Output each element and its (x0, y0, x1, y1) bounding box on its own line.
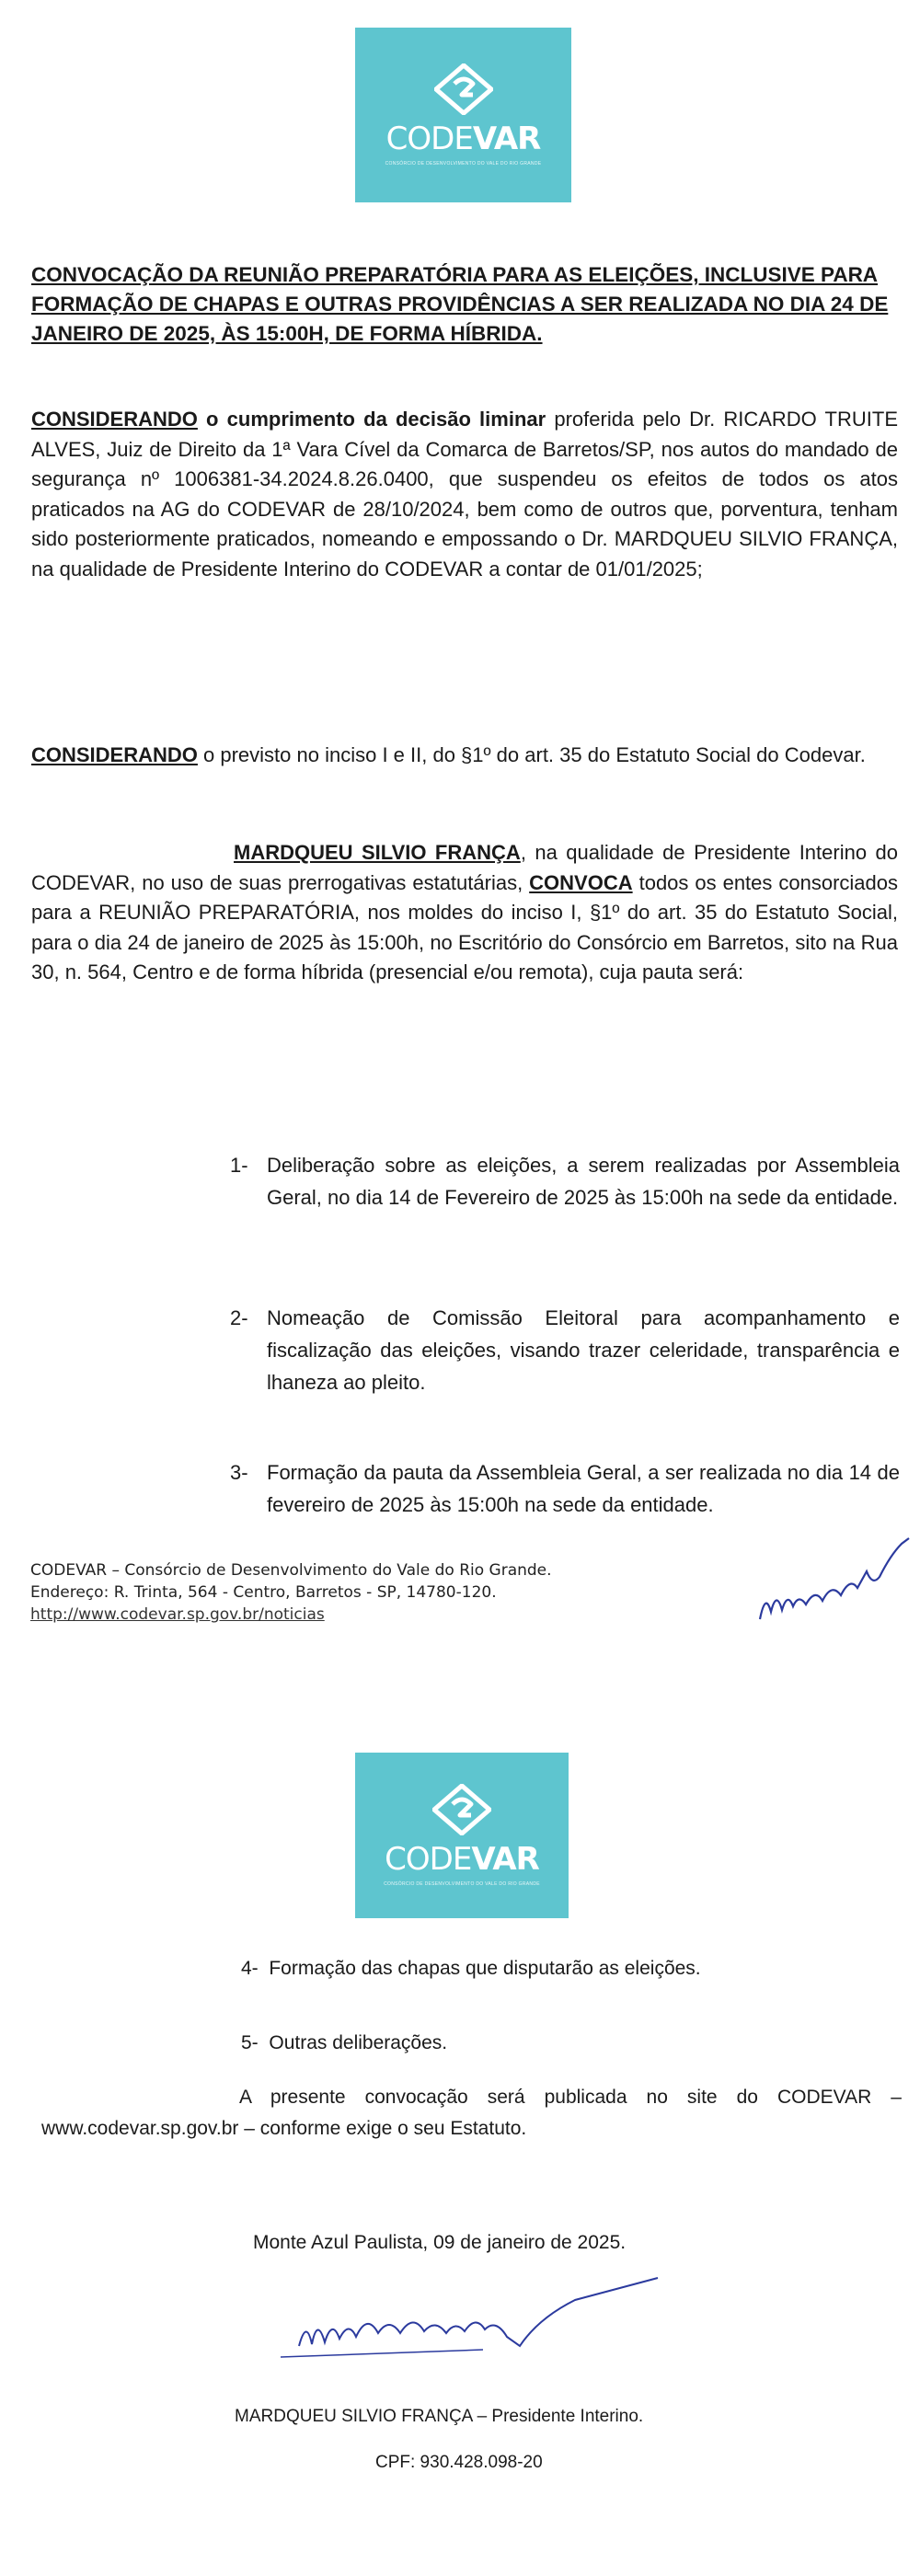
codevar-mark-icon (434, 63, 493, 115)
agenda-item-4: 4- Formação das chapas que disputarão as eleições. (241, 1958, 701, 1979)
codevar-logo (355, 28, 571, 202)
page-footer (30, 1559, 552, 1626)
logo-wordmark: CODEVAR (385, 1841, 539, 1878)
logo-tagline: CONSÓRCIO DE DESENVOLVIMENTO DO VALE DO RIO GRANDE (384, 1881, 540, 1887)
signer-name: MARDQUEU SILVIO FRANÇA – Presidente Interino. (235, 2407, 644, 2426)
signer-cpf: CPF: 930.428.098-20 (375, 2453, 543, 2472)
considerando-paragraph-2: CONSIDERANDO o previsto no inciso I e II, do §1º do art. 35 do Estatuto Social do Codevar. (31, 743, 866, 766)
signature-initials (754, 1527, 915, 1628)
document-title: CONVOCAÇÃO DA REUNIÃO PREPARATÓRIA PARA AS ELEIÇÕES, INCLUSIVE PARA FORMAÇÃO DE CHAPAS E OUTRAS PROVIDÊNCIAS A SER REALIZADA NO DIA 24 DE JANEIRO DE 2025, ÀS 15:00H, DE FORMA HÍBRIDA. (31, 263, 889, 345)
footer-line-2: Endereço: R. Trinta, 564 - Centro, Barretos - SP, 14780-120. (30, 1583, 497, 1602)
logo-wordmark: CODEVAR (385, 121, 541, 157)
signature (271, 2272, 750, 2374)
agenda-item-3: 3- Formação da pauta da Assembleia Geral, a ser realizada no dia 14 de fevereiro de 2025 às 15:00h na sede da entidade. (230, 1461, 900, 1516)
footer-line-1: CODEVAR – Consórcio de Desenvolvimento do Vale do Rio Grande. (30, 1561, 552, 1580)
agenda-item-1: 1- Deliberação sobre as eleições, a serem realizadas por Assembleia Geral, no dia 14 de Fevereiro de 2025 às 15:00h na sede da entidade. (230, 1154, 900, 1209)
convocacao-paragraph: MARDQUEU SILVIO FRANÇA, na qualidade de Presidente Interino do CODEVAR, no uso de suas prerrogativas estatutárias, CONVOCA todos os entes consorciados para a REUNIÃO PREPARATÓRIA, nos moldes do inciso I, §1º do art. 35 do Estatuto Social, para o dia 24 de janeiro de 2025 às 15:00h, no Escritório do Consórcio em Barretos, sito na Rua 30, n. 564, Centro e de forma híbrida (presencial e/ou remota), cuja pauta será: (31, 841, 898, 983)
publication-paragraph: A presente convocação será publicada no site do CODEVAR – www.codevar.sp.gov.br – conforme exige o seu Estatuto. (41, 2087, 902, 2139)
codevar-mark-icon (432, 1784, 491, 1835)
footer-link[interactable]: http://www.codevar.sp.gov.br/noticias (30, 1605, 325, 1624)
codevar-logo-page-2 (355, 1753, 569, 1918)
place-date: Monte Azul Paulista, 09 de janeiro de 2025. (253, 2232, 627, 2253)
considerando-paragraph-1: CONSIDERANDO o cumprimento da decisão liminar proferida pelo Dr. RICARDO TRUITE ALVES, Juiz de Direito da 1ª Vara Cível da Comarca de Barretos/SP, nos autos do mandado de segurança nº 1006381-34.2024.8.26.0400, que suspendeu os efeitos de todos os atos praticados na AG do CODEVAR de 28/10/2024, bem como de outros que, porventura, tenham sido posteriormente praticados, nomeando e empossando o Dr. MARDQUEU SILVIO FRANÇA, na qualidade de Presidente Interino do CODEVAR a contar de 01/01/2025; (31, 408, 898, 581)
logo-tagline: CONSÓRCIO DE DESENVOLVIMENTO DO VALE DO RIO GRANDE (385, 161, 542, 167)
agenda-item-2: 2- Nomeação de Comissão Eleitoral para acompanhamento e fiscalização das eleições, visando trazer celeridade, transparência e lhaneza ao pleito. (230, 1306, 900, 1394)
agenda-item-5: 5- Outras deliberações. (241, 2032, 448, 2053)
